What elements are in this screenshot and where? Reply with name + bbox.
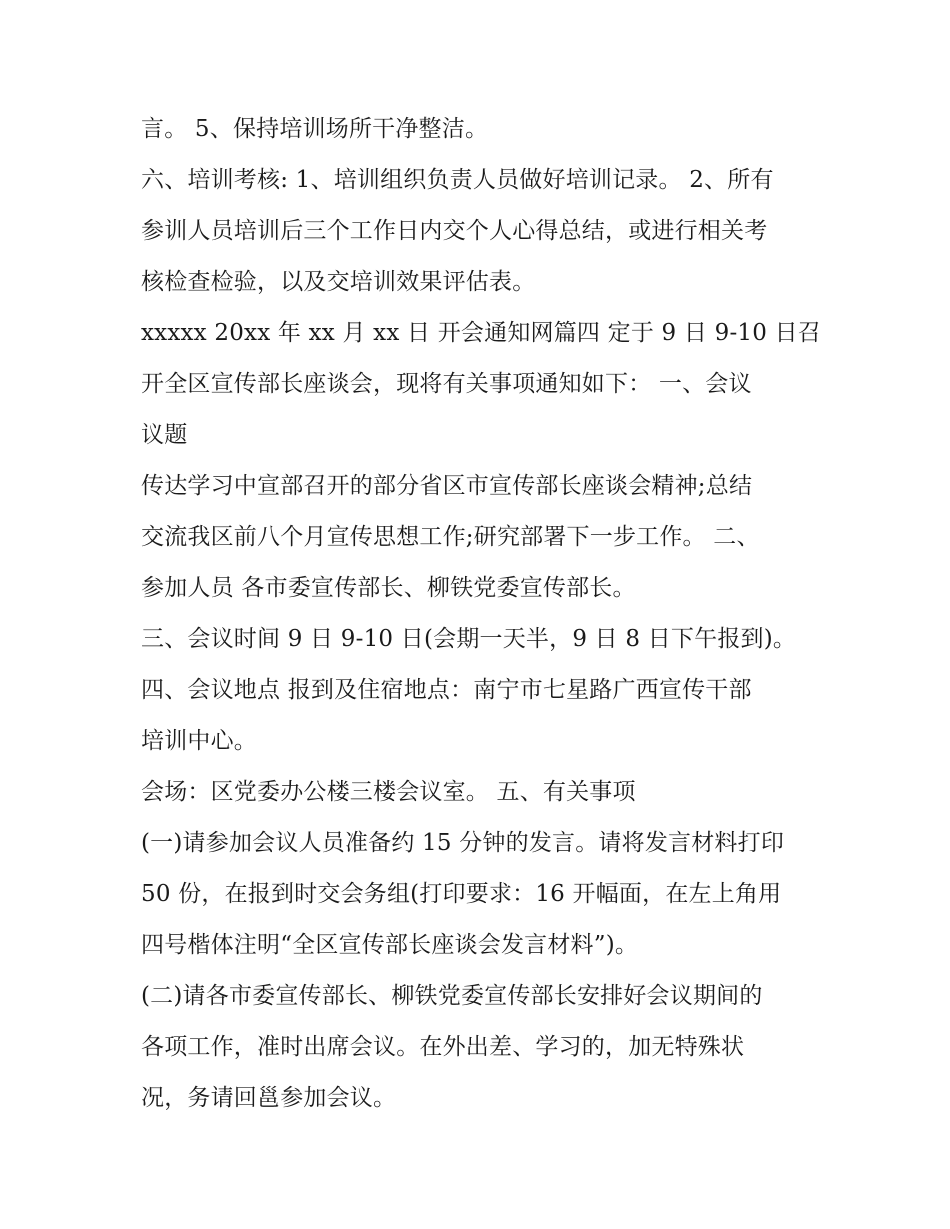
text-line: 六、培训考核: 1、培训组织负责人员做好培训记录。 2、所有 — [141, 167, 774, 193]
text-line: 参加人员 各市委宣传部长、柳铁党委宣传部长。 — [141, 575, 636, 601]
text-line: 会场：区党委办公楼三楼会议室。 五、有关事项 — [141, 779, 636, 805]
text-line: 参训人员培训后三个工作日内交个人心得总结，或进行相关考 — [141, 218, 768, 244]
text-line: 言。 5、保持培训场所干净整洁。 — [141, 116, 489, 142]
document-body — [141, 104, 821, 1124]
text-line: 议题 — [141, 422, 188, 448]
text-line: (二)请各市委宣传部长、柳铁党委宣传部长安排好会议期间的 — [141, 983, 763, 1009]
text-line: 交流我区前八个月宣传思想工作;研究部署下一步工作。 二、 — [141, 524, 760, 550]
text-line: 四、会议地点 报到及住宿地点：南宁市七星路广西宣传干部 — [141, 677, 752, 703]
text-line: 三、会议时间 9 日 9-10 日(会期一天半，9 日 8 日下午报到)。 — [141, 626, 797, 652]
text-line: 传达学习中宣部召开的部分省区市宣传部长座谈会精神;总结 — [141, 473, 753, 499]
text-line: 开全区宣传部长座谈会，现将有关事项通知如下： 一、会议 — [141, 371, 752, 397]
text-line: 况，务请回邕参加会议。 — [141, 1085, 397, 1111]
text-line: 各项工作，准时出席会议。在外出差、学习的，加无特殊状 — [141, 1034, 745, 1060]
text-line: 四号楷体注明“全区宣传部长座谈会发言材料”)。 — [141, 932, 639, 958]
text-line: 50 份，在报到时交会务组(打印要求：16 开幅面，在左上角用 — [141, 881, 782, 907]
text-line: 核检查检验，以及交培训效果评估表。 — [141, 269, 536, 295]
text-line: (一)请参加会议人员准备约 15 分钟的发言。请将发言材料打印 — [141, 830, 785, 856]
text-line: xxxxx 20xx 年 xx 月 xx 日 开会通知网篇四 定于 9 日 9-10 日召 — [141, 320, 821, 346]
text-line: 培训中心。 — [141, 728, 257, 754]
